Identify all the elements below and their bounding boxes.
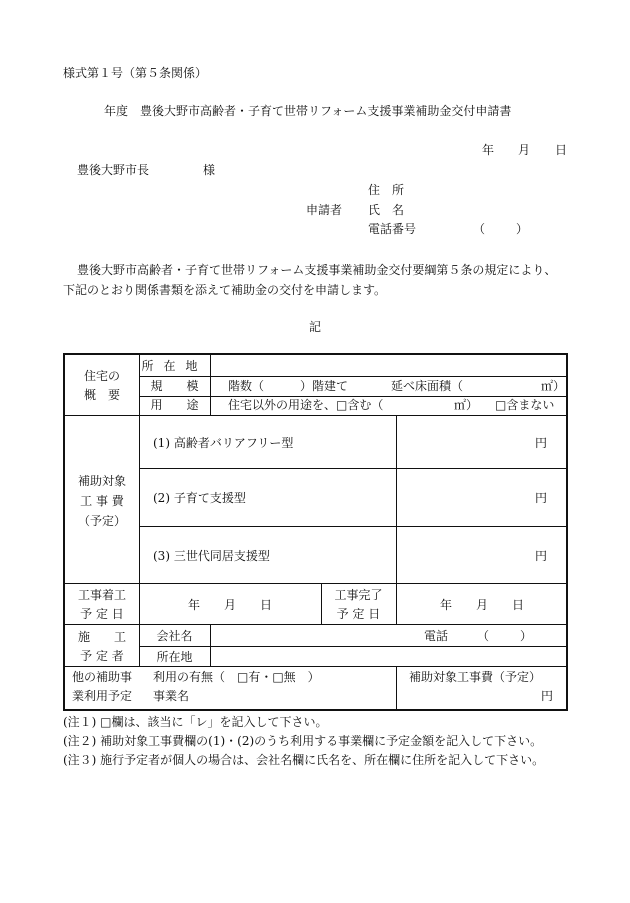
body-line-1: 豊後大野市高齢者・子育て世帯リフォーム支援事業補助金交付要綱第５条の規定により、 [77,263,557,277]
contractor-phone-paren-open: （ [477,629,490,643]
floor-area-label: 延べ床面積（ [391,379,464,393]
location-label: 所在地 [141,359,208,373]
start-label-1: 工事着工 [77,588,126,602]
cost-item-1-label: (1) 高齢者バリアフリー型 [153,436,294,450]
applicant-phone-paren-close: ） [516,222,529,236]
floor-area-unit: ㎡） [541,379,566,393]
cost-item-1-unit: 円 [535,436,548,450]
use-area-unit: ㎡） [454,398,479,412]
subsidy-cost-unit: 円 [541,689,554,703]
contractor-location-label: 所在地 [156,650,193,664]
company-name-label: 会社名 [156,629,193,643]
contractor-phone-label: 電話 [424,629,449,643]
contractor-phone-paren-close: ） [520,629,533,643]
application-table [63,353,568,711]
end-label-2: 予 定 日 [336,607,381,621]
applicant-phone-paren-open: （ [473,222,486,236]
use-label: 用 途 [150,398,199,412]
applicant-address-label: 住 所 [368,183,405,197]
subsidy-usage-checkbox[interactable]: 利用の有無（ □有・□無 ） [153,670,320,684]
cost-item-3-unit: 円 [535,549,548,563]
cost-label-2: 工 事 費 [80,494,124,508]
start-label-2: 予 定 日 [80,607,124,621]
applicant-phone-label: 電話番号 [368,222,417,236]
date-day: 日 [555,143,568,157]
start-date-field[interactable]: 年 月 日 [187,598,272,612]
use-include-checkbox[interactable]: 住宅以外の用途を、□含む（ [228,398,384,412]
cost-item-3-label: (3) 三世代同居支援型 [153,549,270,563]
end-date-field[interactable]: 年 月 日 [439,598,524,612]
other-subsidy-label-2: 業利用予定 [71,689,132,703]
date-month: 月 [518,143,531,157]
form-id: 様式第１号（第５条関係） [63,66,208,80]
date-year: 年 [482,143,495,157]
floors-field[interactable]: 階数（ ）階建て [228,379,349,393]
addressee-honorific: 様 [203,163,216,177]
cost-item-2-unit: 円 [535,491,548,505]
cost-item-2-label: (2) 子育て支援型 [153,491,246,505]
applicant-name-label: 氏 名 [368,203,405,217]
contractor-label-2: 予 定 者 [80,649,124,663]
housing-label-1: 住宅の [83,369,120,383]
cost-label-3: （予定） [77,514,126,528]
subsidy-cost-label: 補助対象工事費（予定） [409,670,542,684]
subsidy-project-name-label: 事業名 [153,689,190,703]
end-label-1: 工事完了 [334,588,383,602]
housing-label-2: 概 要 [83,388,120,402]
cost-label-1: 補助対象 [77,474,126,488]
applicant-label: 申請者 [306,203,343,217]
scale-label: 規 模 [150,379,199,393]
addressee-name: 豊後大野市長 [77,163,150,177]
use-not-include-checkbox[interactable]: □含まない [495,398,555,412]
other-subsidy-label-1: 他の補助事 [71,670,132,684]
note-2: (注２) 補助対象工事費欄の(1)・(2)のうち利用する事業欄に予定金額を記入して下さい。 [63,734,543,748]
ki-heading: 記 [309,320,322,334]
body-line-2: 下記のとおり関係書類を添えて補助金の交付を申請します。 [63,283,387,297]
note-1: (注１) □欄は、該当に「レ」を記入して下さい。 [63,715,328,729]
document-title: 年度 豊後大野市高齢者・子育て世帯リフォーム支援事業補助金交付申請書 [104,104,512,118]
note-3: (注３) 施行予定者が個人の場合は、会社名欄に氏名を、所在欄に住所を記入して下さい。 [63,753,545,767]
contractor-label-1: 施 工 [77,630,126,644]
